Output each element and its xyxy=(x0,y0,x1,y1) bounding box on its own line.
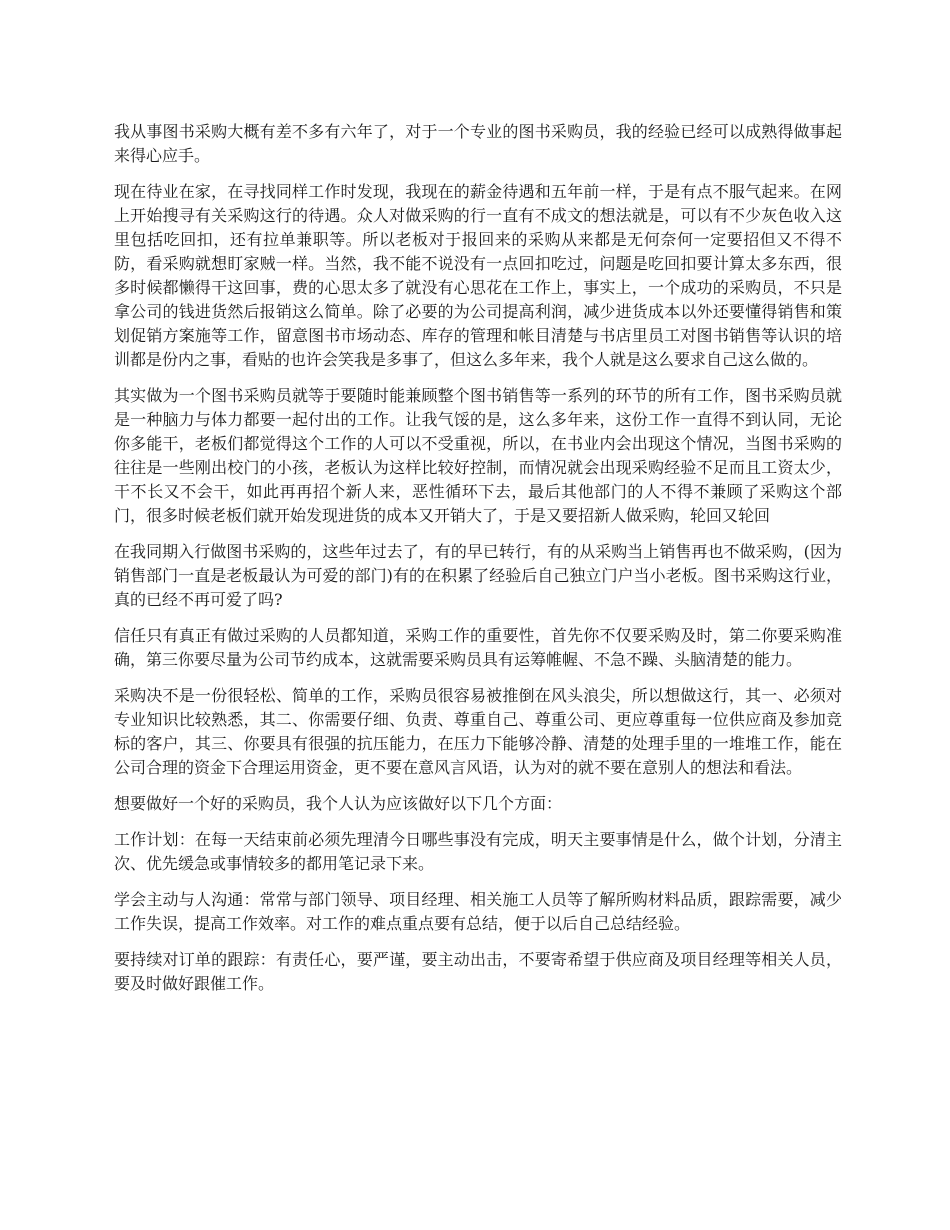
paragraph-order-tracking: 要持续对订单的跟踪：有责任心，要严谨，要主动出击，不要寄希望于供应商及项目经理等相关人员，要及时做好跟催工作。 xyxy=(114,950,842,993)
document-page xyxy=(114,120,842,1008)
paragraph-work-plan: 工作计划：在每一天结束前必须先理清今日哪些事没有完成，明天主要事情是什么，做个计划，分清主次、优先缓急或事情较多的都用笔记录下来。 xyxy=(114,830,842,873)
paragraph-job-scope: 其实做为一个图书采购员就等于要随时能兼顾整个图书销售等一系列的环节的所有工作，图书采购员就是一种脑力与体力都要一起付出的工作。让我气馁的是，这么多年来，这份工作一直得不到认同，无论你多能干，老板们都觉得这个工作的人可以不受重视，所以，在书业内会出现这个情况，当图书采购的往往是一些刚出校门的小孩，老板认为这样比较好控制，而情况就会出现采购经验不足而且工资太少，干不长又不会干，如此再再招个新人来，恶性循环下去，最后其他部门的人不得不兼顾了采购这个部门，很多时候老板们就开始发现进货的成本又开销大了，于是又要招新人做采购，轮回又轮回 xyxy=(114,386,842,525)
paragraph-current-situation: 现在待业在家，在寻找同样工作时发现，我现在的薪金待遇和五年前一样，于是有点不服气起来。在网上开始搜寻有关采购这行的待遇。众人对做采购的行一直有不成文的想法就是，可以有不少灰色收入这里包括吃回扣，还有拉单兼职等。所以老板对于报回来的采购从来都是无何奈何一定要招但又不得不防，看采购就想盯家贼一样。当然，我不能不说没有一点回扣吃过，问题是吃回扣要计算太多东西，很多时候都懒得干这回事，费的心思太多了就没有心思花在工作上，事实上，一个成功的采购员，不只是拿公司的钱进货然后报销这么简单。除了必要的为公司提高利润，减少进货成本以外还要懂得销售和策划促销方案施等工作，留意图书市场动态、库存的管理和帐目清楚与书店里员工对图书销售等认识的培训都是份内之事，看贴的也许会笑我是多事了，但这么多年来，我个人就是这么要求自己这么做的。 xyxy=(114,182,842,369)
paragraph-requirements: 采购决不是一份很轻松、简单的工作，采购员很容易被推倒在风头浪尖，所以想做这行，其一、必须对专业知识比较熟悉，其二、你需要仔细、负责、尊重自己、尊重公司、更应尊重每一位供应商及参加竞标的客户，其三、你要具有很强的抗压能力，在压力下能够冷静、清楚的处理手里的一堆堆工作，能在公司合理的资金下合理运用资金，更不要在意风言风语，认为对的就不要在意别人的想法和看法。 xyxy=(114,686,842,777)
paragraph-communication: 学会主动与人沟通：常常与部门领导、项目经理、相关施工人员等了解所购材料品质，跟踪需要，减少工作失误，提高工作效率。对工作的难点重点要有总结，便于以后自己总结经验。 xyxy=(114,890,842,933)
paragraph-intro: 我从事图书采购大概有差不多有六年了，对于一个专业的图书采购员，我的经验已经可以成熟得做事起来得心应手。 xyxy=(114,122,842,165)
paragraph-aspects-intro: 想要做好一个好的采购员，我个人认为应该做好以下几个方面： xyxy=(114,794,563,813)
paragraph-importance: 信任只有真正有做过采购的人员都知道，采购工作的重要性，首先你不仅要采购及时，第二你要采购准确，第三你要尽量为公司节约成本，这就需要采购员具有运筹帷幄、不急不躁、头脑清楚的能力。 xyxy=(114,626,842,669)
paragraph-peers: 在我同期入行做图书采购的，这些年过去了，有的早已转行，有的从采购当上销售再也不做采购，(因为销售部门一直是老板最认为可爱的部门)有的在积累了经验后自己独立门户当小老板。图书采购这行业，真的已经不再可爱了吗? xyxy=(114,542,842,609)
